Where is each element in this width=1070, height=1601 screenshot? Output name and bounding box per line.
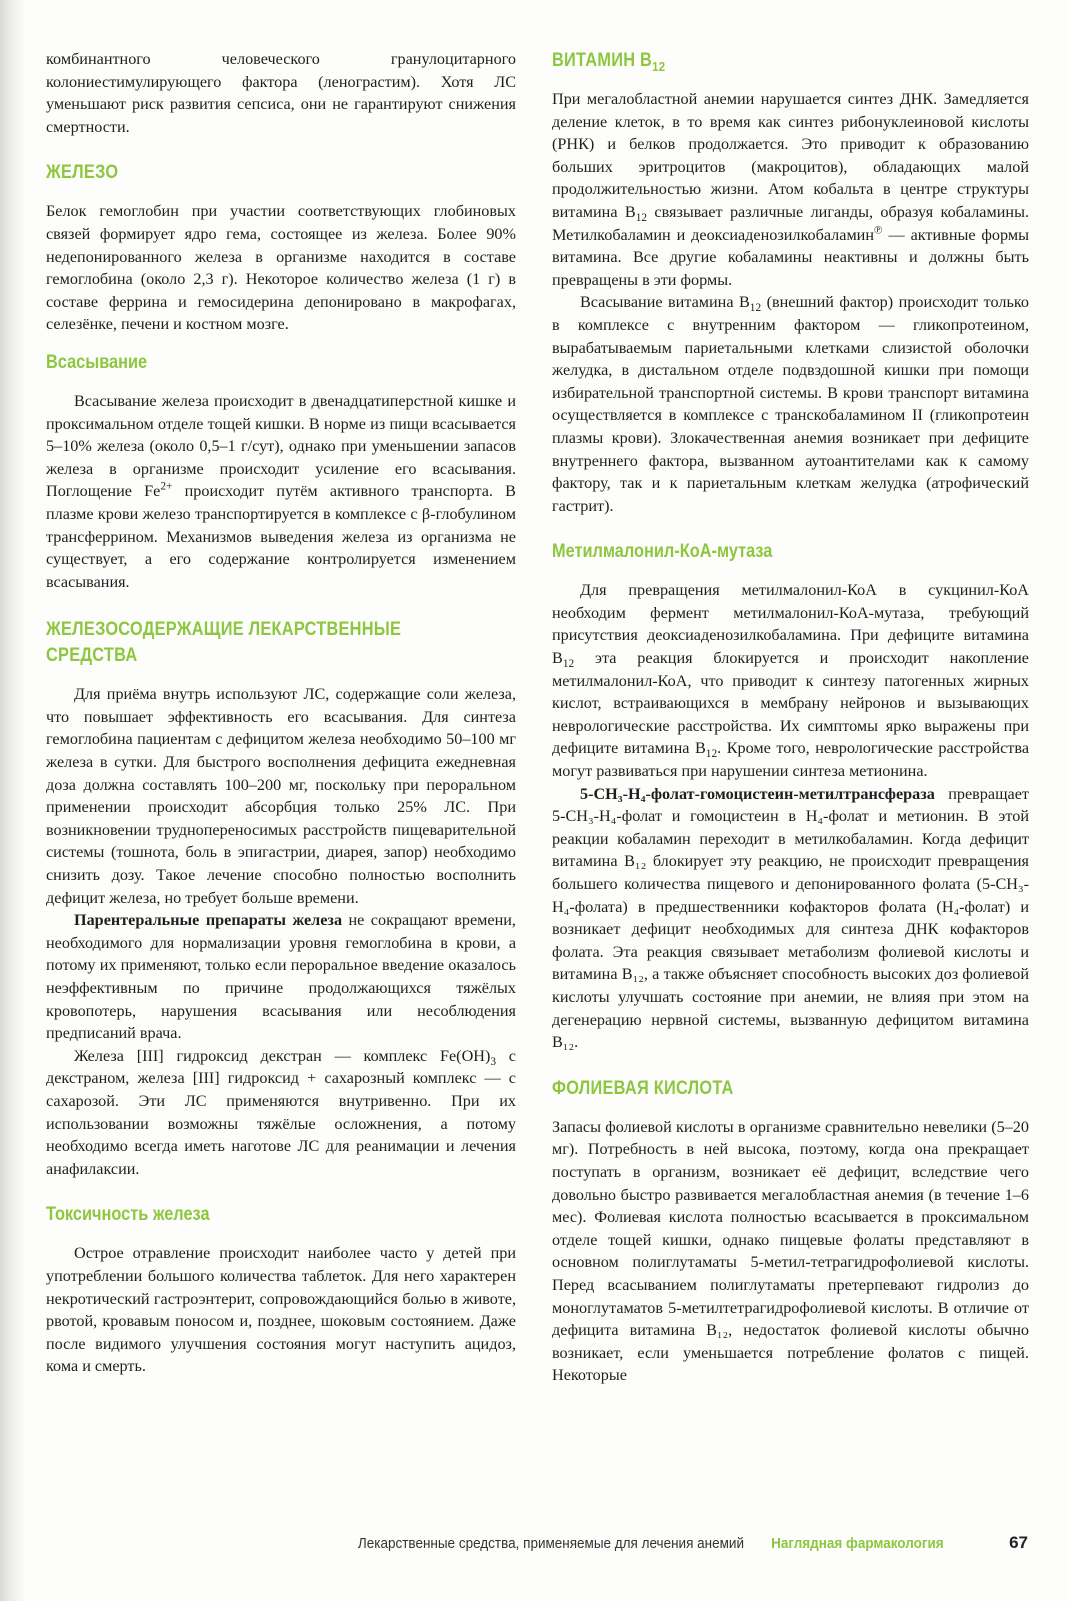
intro-paragraph: комбинантного человеческого гранулоцитарного колониестимулирующего фактора (ленограстим). Хотя ЛС уменьшают риск развития сепсиса, они не гарантируют снижения смертности.	[46, 50, 516, 136]
mmcoa-paragraph-1: Для превращения метилмалонил-КоА в сукцинил-КоА необходим фермент метилмалонил-КоА-мутаза, требующий присутствия деоксиаденозилкобаламина. При дефиците витамина $B_{12}$ эта реакция блокируется и происходит накопление метилмалонил-КоА, что приводит к синтезу патогенных жирных кислот, встраивающихся в мембрану нейронов и вызывающих неврологические расстройства. Их симптомы ярко выражены при дефиците витамина $B_{12}$. Кроме того, неврологические расстройства могут развиваться при нарушении синтеза метионина.	[552, 581, 1029, 781]
footer-book-title: Наглядная фармакология	[771, 1535, 944, 1552]
mmcoa-paragraph-2: 5-CH₃-H₄-фолат-гомоцистеин-метилтрансфераза превращает 5-CH₃-H₄-фолат и гомоцистеин в H₄-фолат и метионин. В этой реакции кобаламин переходит в метилкобаламин. Когда дефицит витамина B₁₂ блокирует эту реакцию, не происходит превращения большего количества пищевого и депонированного фолата (5-CH₃-H₄-фолата) в предшественники кофакторов фолата (H₄-фолат) и возникает дефицит необходимых для синтеза ДНК кофакторов фолата. Эта реакция связывает метаболизм фолиевой кислоты и витамина B₁₂, а также объясняет способность высоких доз фолиевой кислоты улучшать состояние при анемии, не влияя при этом на дегенерацию нервной системы, вызванную дефицитом витамина B₁₂.	[552, 784, 1029, 1052]
iron-paragraph: Белок гемоглобин при участии соответствующих глобиновых связей формирует ядро гема, состоящее из железа. Более 90% недепонированного железа в организме находится в составе гемоглобина (около 2,3 г). Некоторое количество железа (1 г) в составе феррина и гемосидерина депонировано в макрофагах, селезёнке, печени и костном мозге.	[46, 202, 516, 334]
iron-drugs-heading: ЖЕЛЕЗОСОДЕРЖАЩИЕ ЛЕКАРСТВЕННЫЕ СРЕДСТВА	[46, 619, 402, 667]
folic-acid-heading: ФОЛИЕВАЯ КИСЛОТА	[552, 1077, 734, 1099]
vitamin-b12-heading: ВИТАМИН $B_{12}$	[552, 50, 666, 74]
mmcoa-heading: Метилмалонил-КоА-мутаза	[552, 541, 773, 563]
absorption-heading: Всасывание	[46, 351, 148, 373]
b12-paragraph-1: При мегалобластной анемии нарушается синтез ДНК. Замедляется деление клеток, в то время как синтез рибонуклеиновой кислоты (РНК) и белков продолжается. Это приводит к образованию больших эритроцитов (макроцитов), обладающих малой продолжительностью жизни. Атом кобальта в центре структуры витамина $B_{12}$ связывает различные лиганды, образуя кобаламины. Метилкобаламин и деоксиаденозилкобаламин℗ — активные формы витамина. Все другие кобаламины неактивны и должны быть превращены в эти формы.	[552, 90, 1029, 289]
oral-iron-paragraph: Для приёма внутрь используют ЛС, содержащие соли железа, что повышает эффективность его всасывания. Для синтеза гемоглобина пациентам с дефицитом железа необходимо 50–100 мг железа в сутки. Для быстрого восполнения дефицита ежедневная доза должна составлять 100–200 мг, поскольку при пероральном применении происходит абсорбция только 25% ЛС. При возникновении труднопереносимых расстройств пищеварительной системы (тошнота, боль в эпигастрии, диарея, запор) необходимо снизить дозу. Такое лечение способно полностью восполнить дефицит железа, но требует больше времени.	[46, 685, 516, 907]
toxicity-heading: Токсичность железа	[46, 1204, 210, 1226]
b12-paragraph-2: Всасывание витамина $B_{12}$ (внешний фактор) происходит только в комплексе с внутренним фактором — гликопротеином, вырабатываемым париетальными клетками слизистой оболочки желудка, в дистальном отделе подвздошной кишки при помощи избирательной транспортной системы. В крови транспорт витамина осуществляется в комплексе с транскобаламином II (гликопротеин плазмы крови). Злокачественная анемия возникает при дефиците внутреннего фактора, вызванном аутоантителами как к самому фактору, так и к париетальным клеткам желудка (атрофический гастрит).	[552, 293, 1029, 515]
toxicity-paragraph: Острое отравление происходит наиболее часто у детей при употреблении большого количества таблеток. Для него характерен некротический гастроэнтерит, сопровождающийся болью в животе, рвотой, кровавым поносом и, позднее, шоковым состоянием. Даже после видимого улучшения состояния могут наступить ацидоз, кома и смерть.	[46, 1244, 516, 1376]
parenteral-iron-paragraph: Парентеральные препараты железа не сокращают времени, необходимого для нормализации уровня гемоглобина в крови, а потому их применяют, только если пероральное введение оказалось неэффективным по причине продолжающихся тяжёлых кровопотерь, нарушения всасывания или несоблюдения предписаний врача.	[46, 911, 516, 1043]
iron-dextran-paragraph: Железа [III] гидроксид декстран — комплекс $Fe(OH)_3$ с декстраном, железа [III] гидроксид + сахарозный комплекс — с сахарозой. Эти ЛС применяются внутривенно. При их использовании возможны тяжёлые осложнения, а потому необходимо всегда иметь наготове ЛС для реанимации и лечения анафилаксии.	[46, 1046, 516, 1178]
scan-edge-shadow	[0, 0, 26, 1601]
page-footer	[0, 1533, 1070, 1557]
right-column	[552, 48, 1029, 1387]
page-number: 67	[1009, 1533, 1028, 1552]
folic-acid-paragraph: Запасы фолиевой кислоты в организме сравнительно невелики (5–20 мг). Потребность в ней высока, поэтому, когда она прекращает поступать в организм, возникает её дефицит, вследствие чего довольно быстро развивается мегалобластная анемия (в течение 1–6 мес). Фолиевая кислота полностью всасывается в проксимальном отделе тощей кишки, однако пищевые фолаты представляют в основном полиглутаматы 5-метил-тетрагидрофолиевой кислоты. Перед всасыванием полиглутаматы претерпевают гидролиз до моноглутаматов 5-метилтетрагидрофолиевой кислоты. В отличие от дефицита витамина B₁₂, недостаток фолиевой кислоты обычно возникает, если уменьшается потребление фолатов с пищей. Некоторые	[552, 1117, 1029, 1385]
left-column	[46, 48, 516, 1378]
absorption-paragraph: Всасывание железа происходит в двенадцатиперстной кишке и проксимальном отделе тощей кишки. В норме из пищи всасывается 5–10% железа (около 0,5–1 г/сут), однако при уменьшении запасов железа в организме происходит усиление его всасывания. Поглощение $Fe^{2+}$ происходит путём активного транспорта. В плазме крови железо транспортируется в комплексе с β-глобулином трансферрином. Механизмов выведения железа из организма не существует, а его содержание контролируется изменением всасывания.	[46, 391, 516, 591]
footer-chapter-title: Лекарственные средства, применяемые для лечения анемий	[357, 1535, 744, 1552]
iron-heading: ЖЕЛЕЗО	[46, 162, 119, 184]
